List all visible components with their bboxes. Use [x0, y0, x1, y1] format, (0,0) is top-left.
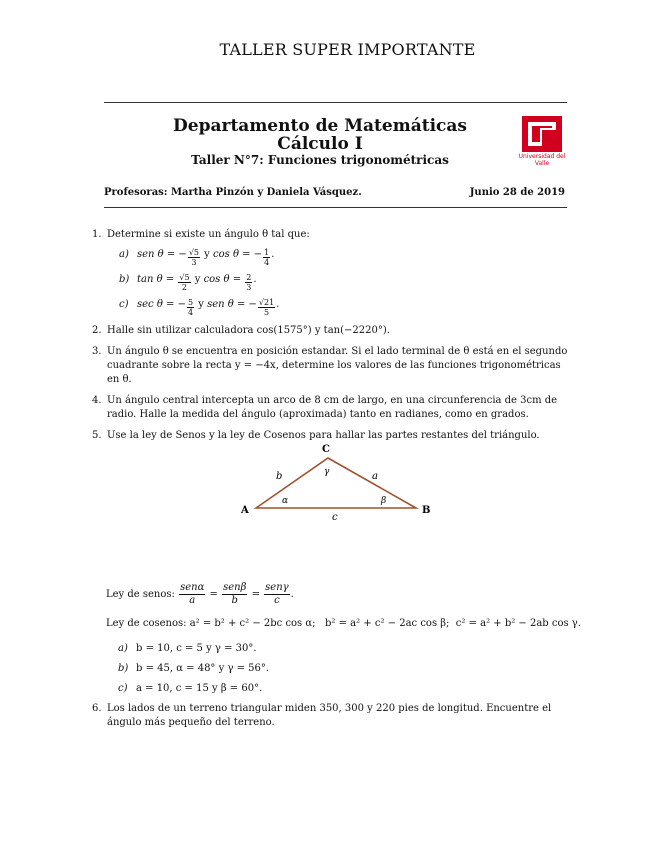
- vertex-b-label: B: [422, 505, 431, 516]
- fraction: $\frac{√21}{5}$: [258, 298, 275, 317]
- document-title: TALLER SUPER IMPORTANTE: [219, 40, 476, 59]
- side-a-label: a: [372, 471, 378, 482]
- exercise-3: 3. Un ángulo θ se encuentra en posición estandar. Si el lado terminal de θ está en el segundo cuadrante sobre la recta y = −4x, determine los valores de las funciones trigonométricas en θ.: [92, 346, 568, 385]
- department-title: Departamento de Matemáticas: [173, 116, 467, 136]
- exercise-1c: c) sec θ = − $\frac{5}{4}$ y sen θ = − $\frac{√21}{5}$ .: [119, 298, 280, 317]
- fraction: $\frac{2}{3}$: [246, 273, 252, 292]
- exercise-4: 4. Un ángulo central intercepta un arco de 8 cm de largo, en una circunferencia de 3cm de radio. Halle la medida del ángulo (aproximada) tanto en radianes, como en grados.: [92, 395, 558, 420]
- course-title: Cálculo I: [277, 134, 363, 154]
- exercise-list: [92, 228, 570, 450]
- professors: Profesoras: Martha Pinzón y Daniela Vásquez.: [104, 187, 362, 198]
- triangle-shape: [256, 458, 416, 508]
- fraction: $\frac{√5}{2}$: [179, 273, 190, 292]
- case-b: b) b = 45, α = 48° y γ = 56°.: [118, 663, 270, 674]
- exercise-1a: a) sen θ = − $\frac{√5}{3}$ y cos θ = − $\frac{1}{4}$ .: [119, 248, 275, 267]
- case-c: c) a = 10, c = 15 y β = 60°.: [118, 683, 263, 694]
- angle-beta-label: β: [381, 496, 387, 506]
- logo-caption: Universidad del Valle: [518, 153, 566, 167]
- side-b-label: b: [276, 471, 283, 482]
- vertex-a-label: A: [241, 505, 249, 516]
- header-rule: [104, 207, 567, 208]
- exercise-6: 6. Los lados de un terreno triangular miden 350, 300 y 220 pies de longitud. Encuentre el ángulo más pequeño del terreno.: [92, 703, 552, 728]
- date: Junio 28 de 2019: [469, 187, 565, 198]
- exercise-2: 2. Halle sin utilizar calculadora cos(1575°) y tan(−2220°).: [92, 325, 390, 336]
- university-logo: [522, 116, 562, 152]
- angle-alpha-label: α: [282, 496, 289, 506]
- exercise-1-prompt: Determine si existe un ángulo θ tal que:: [107, 229, 310, 240]
- fraction: $\frac{5}{4}$: [187, 298, 194, 317]
- laws-section: [106, 582, 581, 641]
- triangle-cases: [118, 642, 269, 702]
- fraction: $\frac{1}{4}$: [264, 248, 270, 267]
- side-c-label: c: [332, 512, 338, 523]
- exercise-number: 1.: [92, 229, 102, 240]
- angle-gamma-label: γ: [324, 467, 330, 477]
- triangle-diagram: [236, 440, 436, 524]
- law-of-sines: Ley de senos: $\frac{\text{senα}}{a}$ = $\frac{\text{senβ}}{b}$ = $\frac{\text{senγ}}{c}$ .: [106, 582, 294, 606]
- vertex-c-label: C: [322, 444, 330, 455]
- exercise-1b: b) tan θ = $\frac{√5}{2}$ y cos θ = $\frac{2}{3}$ .: [119, 273, 257, 292]
- fraction: $\frac{√5}{3}$: [188, 248, 199, 267]
- exercise-5: 5. Use la ley de Senos y la ley de Cosenos para hallar las partes restantes del triángulo.: [92, 430, 540, 441]
- case-a: a) b = 10, c = 5 y γ = 30°.: [118, 643, 257, 654]
- exercise-1: [92, 228, 570, 317]
- top-rule: [104, 102, 567, 103]
- law-of-cosines: Ley de cosenos: a² = b² + c² − 2bc cos α; b² = a² + c² − 2ac cos β; c² = a² + b² − 2ab cos γ.: [106, 618, 581, 629]
- workshop-title: Taller N°7: Funciones trigonométricas: [191, 153, 449, 167]
